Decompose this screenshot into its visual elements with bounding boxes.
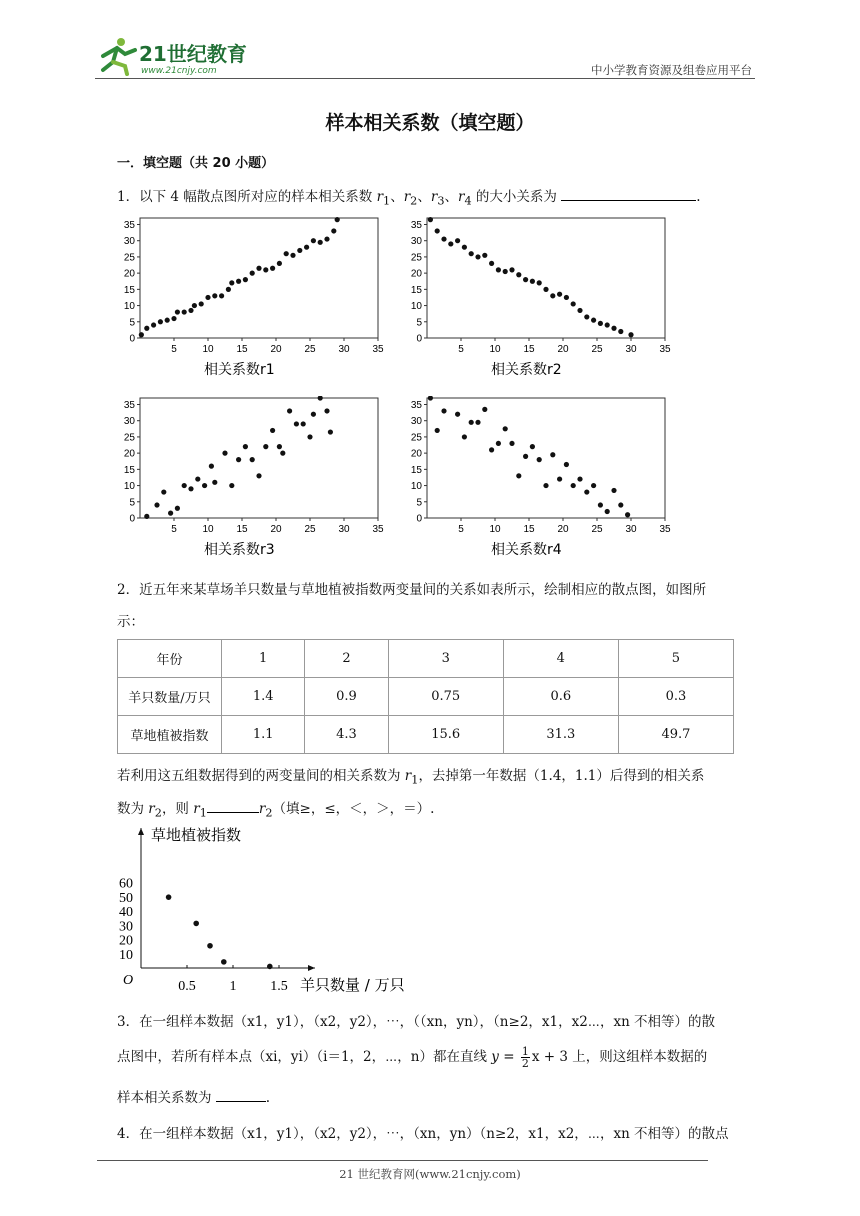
data-point <box>207 943 213 949</box>
data-point <box>475 254 480 259</box>
y-tick-label: 0 <box>416 333 422 345</box>
y-tick-label: 35 <box>410 399 422 411</box>
data-point <box>277 261 282 266</box>
data-point <box>625 512 630 517</box>
x-tick-label: 25 <box>304 344 316 355</box>
data-point <box>496 441 501 446</box>
data-point <box>243 277 248 282</box>
data-point <box>270 266 275 271</box>
data-point <box>287 408 292 413</box>
origin-label: O <box>123 973 134 988</box>
data-point <box>482 253 487 258</box>
x-tick-label: 5 <box>458 524 464 535</box>
y-tick-label: 30 <box>410 236 422 248</box>
data-point <box>139 332 144 337</box>
y-tick-label: 10 <box>119 947 133 963</box>
data-point <box>523 454 528 459</box>
data-point <box>611 488 616 493</box>
y-axis-label: 草地植被指数 <box>151 826 242 844</box>
y-tick-label: 50 <box>119 890 133 906</box>
scatter-plot-sheep <box>115 822 435 1000</box>
answer-blank[interactable] <box>207 798 259 813</box>
data-point <box>455 238 460 243</box>
data-point <box>144 514 149 519</box>
x-tick-label: 25 <box>591 524 603 535</box>
data-point <box>509 267 514 272</box>
x-tick-label: 5 <box>458 344 464 355</box>
x-tick-label: 20 <box>270 524 282 535</box>
question-2-line2: 示： <box>117 614 144 630</box>
data-point <box>523 277 528 282</box>
data-point <box>195 476 200 481</box>
y-tick-label: 10 <box>123 481 135 493</box>
question-number: 1． <box>117 189 140 205</box>
data-point <box>455 412 460 417</box>
scatter-plot-r2 <box>403 216 677 386</box>
data-point <box>605 322 610 327</box>
data-point <box>611 326 616 331</box>
data-point <box>219 293 224 298</box>
y-tick-label: 25 <box>410 252 422 264</box>
data-point <box>543 483 548 488</box>
data-point <box>280 451 285 456</box>
data-point <box>331 228 336 233</box>
data-point <box>598 321 603 326</box>
data-point <box>557 476 562 481</box>
logo-url: www.21cnjy.com <box>141 66 217 76</box>
data-point <box>516 473 521 478</box>
logo <box>95 36 265 78</box>
data-point <box>435 228 440 233</box>
scatter-plot-r1 <box>116 216 390 386</box>
data-point <box>509 441 514 446</box>
plot-frame <box>427 398 665 518</box>
data-point <box>550 293 555 298</box>
y-tick-label: 30 <box>123 236 135 248</box>
x-tick-label: 25 <box>304 524 316 535</box>
data-point <box>304 245 309 250</box>
data-point <box>435 428 440 433</box>
data-point <box>229 280 234 285</box>
data-point <box>209 464 214 469</box>
y-tick-label: 5 <box>416 497 422 509</box>
answer-blank[interactable] <box>216 1087 266 1102</box>
data-point <box>212 480 217 485</box>
x-axis-label: 羊只数量 / 万只 <box>300 976 405 994</box>
x-tick-label: 30 <box>625 344 637 355</box>
y-tick-label: 35 <box>123 219 135 231</box>
table-row: 年份 1 2 3 4 5 <box>118 640 734 678</box>
data-point <box>516 272 521 277</box>
data-point <box>175 506 180 511</box>
data-point <box>618 502 623 507</box>
x-tick-label: 1 <box>229 979 237 994</box>
data-point <box>503 269 508 274</box>
data-point <box>475 420 480 425</box>
question-number: 2． <box>117 582 140 598</box>
data-point <box>243 444 248 449</box>
x-tick-label: 5 <box>171 524 177 535</box>
y-tick-label: 35 <box>410 219 422 231</box>
plot-frame <box>140 398 378 518</box>
data-point <box>537 457 542 462</box>
y-tick-label: 40 <box>119 905 133 920</box>
data-point <box>161 489 166 494</box>
data-point <box>193 921 199 927</box>
data-point <box>530 444 535 449</box>
question-3-line1: 3．在一组样本数据（x1，y1），（x2，y2），⋯，（（xn，yn），（n≥2，x1，x2⋯，xn 不相等）的散 <box>117 1014 716 1030</box>
data-point <box>297 248 302 253</box>
fraction: $\frac{1}{2}$ <box>521 1045 529 1070</box>
data-point <box>226 287 231 292</box>
y-tick-label: 0 <box>416 513 422 525</box>
data-point <box>151 322 156 327</box>
data-point <box>324 408 329 413</box>
x-tick-label: 35 <box>659 524 671 535</box>
x-tick-label: 0.5 <box>178 979 196 994</box>
data-point <box>489 261 494 266</box>
x-tick-label: 15 <box>523 344 535 355</box>
x-tick-label: 10 <box>202 344 214 355</box>
x-tick-label: 30 <box>338 344 350 355</box>
data-point <box>294 421 299 426</box>
page-title: 样本相关系数（填空题） <box>325 112 535 134</box>
data-point <box>550 452 555 457</box>
data-point <box>263 267 268 272</box>
data-point <box>543 287 548 292</box>
y-tick-label: 30 <box>410 416 422 428</box>
data-point <box>441 408 446 413</box>
data-point <box>166 894 172 900</box>
table-row: 草地植被指数 1.1 4.3 15.6 31.3 49.7 <box>118 716 734 754</box>
data-point <box>469 251 474 256</box>
data-point <box>192 303 197 308</box>
data-point <box>328 429 333 434</box>
data-point <box>591 483 596 488</box>
question-number: 4． <box>117 1126 140 1142</box>
data-point <box>311 238 316 243</box>
data-point <box>482 407 487 412</box>
data-point <box>236 279 241 284</box>
y-tick-label: 15 <box>410 464 422 476</box>
data-point <box>171 316 176 321</box>
data-table <box>117 639 734 754</box>
data-point <box>577 308 582 313</box>
y-tick-label: 15 <box>123 284 135 296</box>
x-tick-label: 30 <box>625 524 637 535</box>
x-tick-label: 1.5 <box>270 979 288 994</box>
question-4-line1: 4．在一组样本数据（x1，y1），（x2，y2），⋯，（xn，yn）（n≥2，x1，x2，⋯，xn 不相等）的散点 <box>117 1126 729 1142</box>
data-point <box>175 309 180 314</box>
data-point <box>318 396 323 401</box>
data-point <box>290 253 295 258</box>
footer: 21 世纪教育网(www.21cnjy.com) <box>339 1167 521 1181</box>
data-point <box>301 421 306 426</box>
y-tick-label: 25 <box>123 252 135 264</box>
y-tick-label: 15 <box>123 464 135 476</box>
data-point <box>205 295 210 300</box>
data-point <box>144 326 149 331</box>
header-divider <box>95 78 755 79</box>
data-point <box>212 293 217 298</box>
y-tick-label: 20 <box>123 448 135 460</box>
data-point <box>182 309 187 314</box>
data-point <box>428 396 433 401</box>
data-point <box>222 451 227 456</box>
x-tick-label: 10 <box>489 524 501 535</box>
y-tick-label: 15 <box>410 284 422 296</box>
data-point <box>229 483 234 488</box>
data-point <box>250 457 255 462</box>
data-point <box>221 959 227 965</box>
data-point <box>530 279 535 284</box>
x-tick-label: 20 <box>557 344 569 355</box>
y-tick-label: 5 <box>129 317 135 329</box>
data-point <box>188 486 193 491</box>
data-point <box>462 245 467 250</box>
data-point <box>188 308 193 313</box>
y-tick-label: 30 <box>123 416 135 428</box>
chart-title: 相关系数r1 <box>204 362 275 378</box>
data-point <box>584 489 589 494</box>
data-point <box>307 434 312 439</box>
data-point <box>267 964 273 970</box>
data-point <box>628 332 633 337</box>
data-point <box>441 236 446 241</box>
logo-text: 21世纪教育 <box>139 42 247 66</box>
data-point <box>537 280 542 285</box>
question-3-line3: 样本相关系数为 . <box>117 1087 270 1108</box>
data-point <box>165 318 170 323</box>
y-tick-label: 0 <box>129 333 135 345</box>
data-point <box>168 511 173 516</box>
chart-title: 相关系数r2 <box>491 362 562 378</box>
data-point <box>605 509 610 514</box>
y-tick-label: 20 <box>119 933 133 949</box>
question-number: 3． <box>117 1014 140 1030</box>
y-tick-label: 20 <box>410 448 422 460</box>
answer-blank[interactable] <box>561 186 696 201</box>
data-point <box>202 483 207 488</box>
y-tick-label: 20 <box>410 268 422 280</box>
y-axis-arrow-icon <box>138 828 144 835</box>
y-tick-label: 25 <box>123 432 135 444</box>
platform-name: 中小学教育资源及组卷应用平台 <box>591 63 752 77</box>
x-tick-label: 15 <box>236 344 248 355</box>
x-tick-label: 35 <box>659 344 671 355</box>
x-tick-label: 10 <box>202 524 214 535</box>
footer-divider <box>97 1160 708 1161</box>
table-row: 羊只数量/万只 1.4 0.9 0.75 0.6 0.3 <box>118 678 734 716</box>
data-point <box>496 267 501 272</box>
data-point <box>557 292 562 297</box>
y-tick-label: 10 <box>123 301 135 313</box>
question-2-line4: 数为 $r_2$，则 $r_1$ $r_2$（填≥，≤，＜，＞，＝）. <box>117 798 434 824</box>
x-tick-label: 15 <box>236 524 248 535</box>
data-point <box>256 473 261 478</box>
scatter-plot-r3 <box>116 396 390 566</box>
data-point <box>564 295 569 300</box>
chart-title: 相关系数r3 <box>204 542 275 558</box>
data-point <box>250 271 255 276</box>
section-heading: 一．填空题（共 20 小题） <box>117 156 275 171</box>
y-tick-label: 10 <box>410 301 422 313</box>
data-point <box>571 301 576 306</box>
data-point <box>270 428 275 433</box>
scatter-plot-r4 <box>403 396 677 566</box>
plot-frame <box>427 218 665 338</box>
data-point <box>577 476 582 481</box>
data-point <box>448 241 453 246</box>
y-tick-label: 0 <box>129 513 135 525</box>
x-tick-label: 35 <box>372 524 384 535</box>
y-tick-label: 10 <box>410 481 422 493</box>
question-2-line1: 2．近五年来某草场羊只数量与草地植被指数两变量间的关系如表所示，绘制相应的散点图，如图所 <box>117 582 707 598</box>
y-tick-label: 5 <box>129 497 135 509</box>
data-point <box>236 457 241 462</box>
data-point <box>182 483 187 488</box>
y-tick-label: 5 <box>416 317 422 329</box>
data-point <box>618 329 623 334</box>
question-1: 1．以下 4 幅散点图所对应的样本相关系数 $r_1$、$r_2$、$r_3$、$r_4$ 的大小关系为 . <box>117 186 701 212</box>
x-tick-label: 35 <box>372 344 384 355</box>
y-tick-label: 60 <box>119 876 133 892</box>
x-tick-label: 30 <box>338 524 350 535</box>
data-point <box>256 266 261 271</box>
x-tick-label: 20 <box>270 344 282 355</box>
data-point <box>277 444 282 449</box>
chart-title: 相关系数r4 <box>491 542 562 558</box>
data-point <box>591 318 596 323</box>
data-point <box>263 444 268 449</box>
data-point <box>598 502 603 507</box>
data-point <box>311 412 316 417</box>
x-tick-label: 25 <box>591 344 603 355</box>
data-point <box>503 426 508 431</box>
data-point <box>584 314 589 319</box>
x-axis-arrow-icon <box>308 965 315 971</box>
data-point <box>462 434 467 439</box>
question-3-line2: 点图中，若所有样本点（xi，yi）（i＝1，2，⋯，n）都在直线 y = $\frac{1}{2}$ x + 3 上，则这组样本数据的 <box>117 1045 708 1070</box>
x-tick-label: 10 <box>489 344 501 355</box>
data-point <box>428 217 433 222</box>
question-2-line3: 若利用这五组数据得到的两变量间的相关系数为 $r_1$，去掉第一年数据（1.4，1.1）后得到的相关系 <box>117 768 705 787</box>
data-point <box>284 251 289 256</box>
data-point <box>489 447 494 452</box>
x-tick-label: 20 <box>557 524 569 535</box>
data-point <box>335 217 340 222</box>
data-point <box>571 483 576 488</box>
data-point <box>154 502 159 507</box>
data-point <box>469 420 474 425</box>
y-tick-label: 20 <box>123 268 135 280</box>
data-point <box>158 319 163 324</box>
y-tick-label: 35 <box>123 399 135 411</box>
x-tick-label: 5 <box>171 344 177 355</box>
data-point <box>564 462 569 467</box>
x-tick-label: 15 <box>523 524 535 535</box>
runner-icon <box>103 38 135 74</box>
y-tick-label: 25 <box>410 432 422 444</box>
y-tick-label: 30 <box>119 919 133 935</box>
data-point <box>318 240 323 245</box>
data-point <box>324 236 329 241</box>
data-point <box>199 301 204 306</box>
